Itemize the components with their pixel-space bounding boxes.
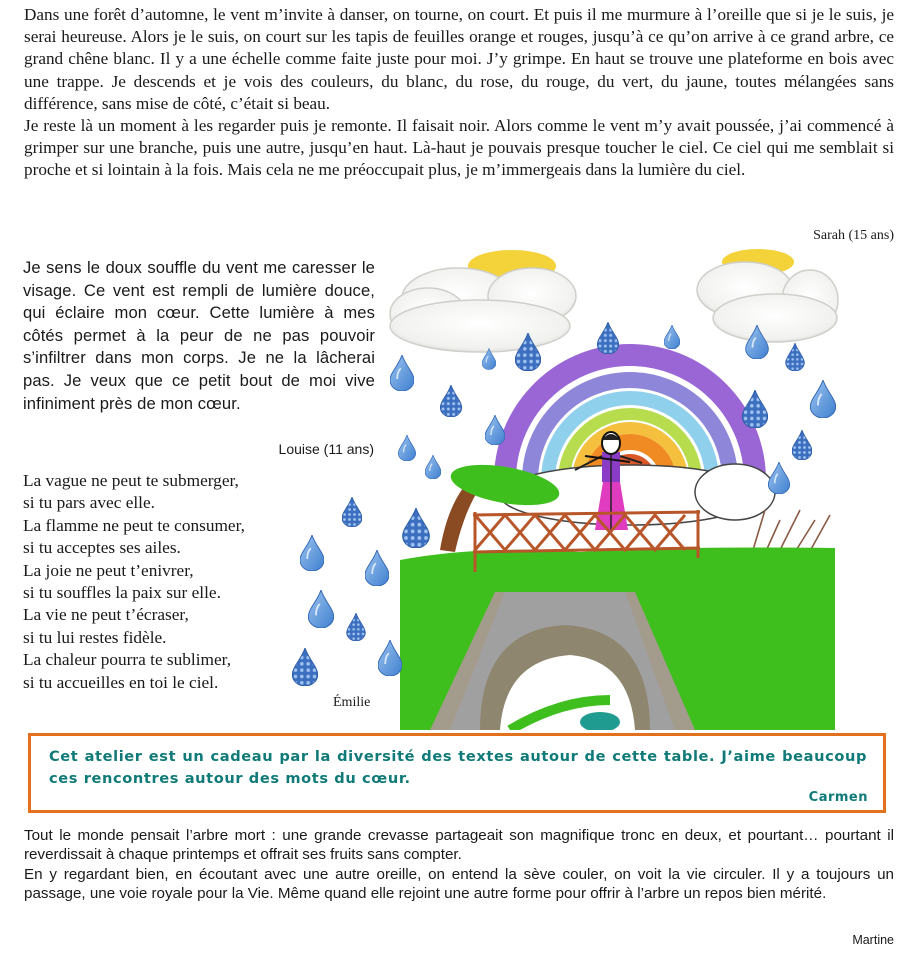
poem-line: si tu acceptes ses ailes. [23, 538, 181, 558]
poem-line: La joie ne peut t’enivrer, [23, 560, 194, 580]
emilie-signature: Émilie [333, 695, 371, 710]
louise-signature: Louise (11 ans) [278, 441, 374, 457]
poem-line: si tu accueilles en toi le ciel. [23, 672, 219, 692]
sarah-text-block [24, 4, 894, 182]
poem-line: La chaleur pourra te sublimer, [23, 650, 232, 670]
poem-line: si tu pars avec elle. [23, 493, 155, 513]
poem-line: si tu souffles la paix sur elle. [23, 583, 221, 603]
carmen-quote-text: Cet atelier est un cadeau par la diversité des textes autour de cette table. J’aime beaucoup ces rencontres autour des mots du cœur. [49, 748, 867, 787]
cloud-right [697, 262, 838, 342]
martine-text-block [24, 826, 894, 904]
poem-line: La vie ne peut t’écraser, [23, 605, 189, 625]
poem-line: La flamme ne peut te consumer, [23, 515, 245, 535]
sarah-paragraph-1: Dans une forêt d’automne, le vent m’invite à danser, on tourne, on court. Et puis il me murmure à l’oreille que si je le suis, je serai heureuse. Alors je le suis, on court sur les tapis de feuilles orange et rouges, jusqu’à ce qu’on arrive à ce grand arbre, ce grand chêne blanc. Il y a une échelle comme faite juste pour moi. J’y grimpe. En haut se trouve une plateforme en bois avec une trappe. Je descends et je vois des couleurs, du blanc, du rose, du rouge, du vert, du jaune, toutes mélangées sans différence, sans mise de côté, c’était si beau. [24, 5, 894, 113]
emilie-poem [23, 470, 245, 694]
martine-paragraph-1: Tout le monde pensait l’arbre mort : une grande crevasse partageait son magnifique tronc en deux, et pourtant… pourtant il reverdissait à chaque printemps et offrait ses fruits sans compter. [24, 827, 894, 864]
martine-paragraph-2: En y regardant bien, en écoutant avec une autre oreille, on entend la sève couler, on voit la vie circuler. Il y a toujours un passage, une voie royale pour la Vie. Même quand elle rejoint une autre forme pour offrir à l’arbre un repos bien mérité. [24, 865, 894, 903]
martine-signature: Martine [852, 933, 894, 947]
sarah-paragraph-2: Je reste là un moment à les regarder puis je remonte. Il faisait noir. Alors comme le vent m’y avait poussée, j’ai commencé à grimper sur une branche, puis une autre, jusqu’en haut. Là-haut je pouvais presque toucher le ciel. Ce ciel qui me semblait si proche et si lointain à la fois. Mais cela ne me préoccupait plus, je m’immergeais dans la lumière du ciel. [24, 116, 894, 180]
carmen-quote-box [28, 733, 886, 813]
poem-line: si tu lui restes fidèle. [23, 627, 167, 647]
sarah-signature: Sarah (15 ans) [813, 228, 894, 243]
louise-text-block: Je sens le doux souffle du vent me caresser le visage. Ce vent est rempli de lumière douce, qui éclaire mon cœur. Cette lumière à mes côtés permet à la peur de ne pas pouvoir s’infiltrer dans mon corps. Je ne la lâcherai pas. Je veux que ce petit bout de moi vive infiniment près de mon cœur. [23, 258, 375, 413]
carmen-signature: Carmen [808, 790, 868, 805]
poem-line: La vague ne peut te submerger, [23, 471, 239, 490]
cloud-left [390, 268, 576, 352]
